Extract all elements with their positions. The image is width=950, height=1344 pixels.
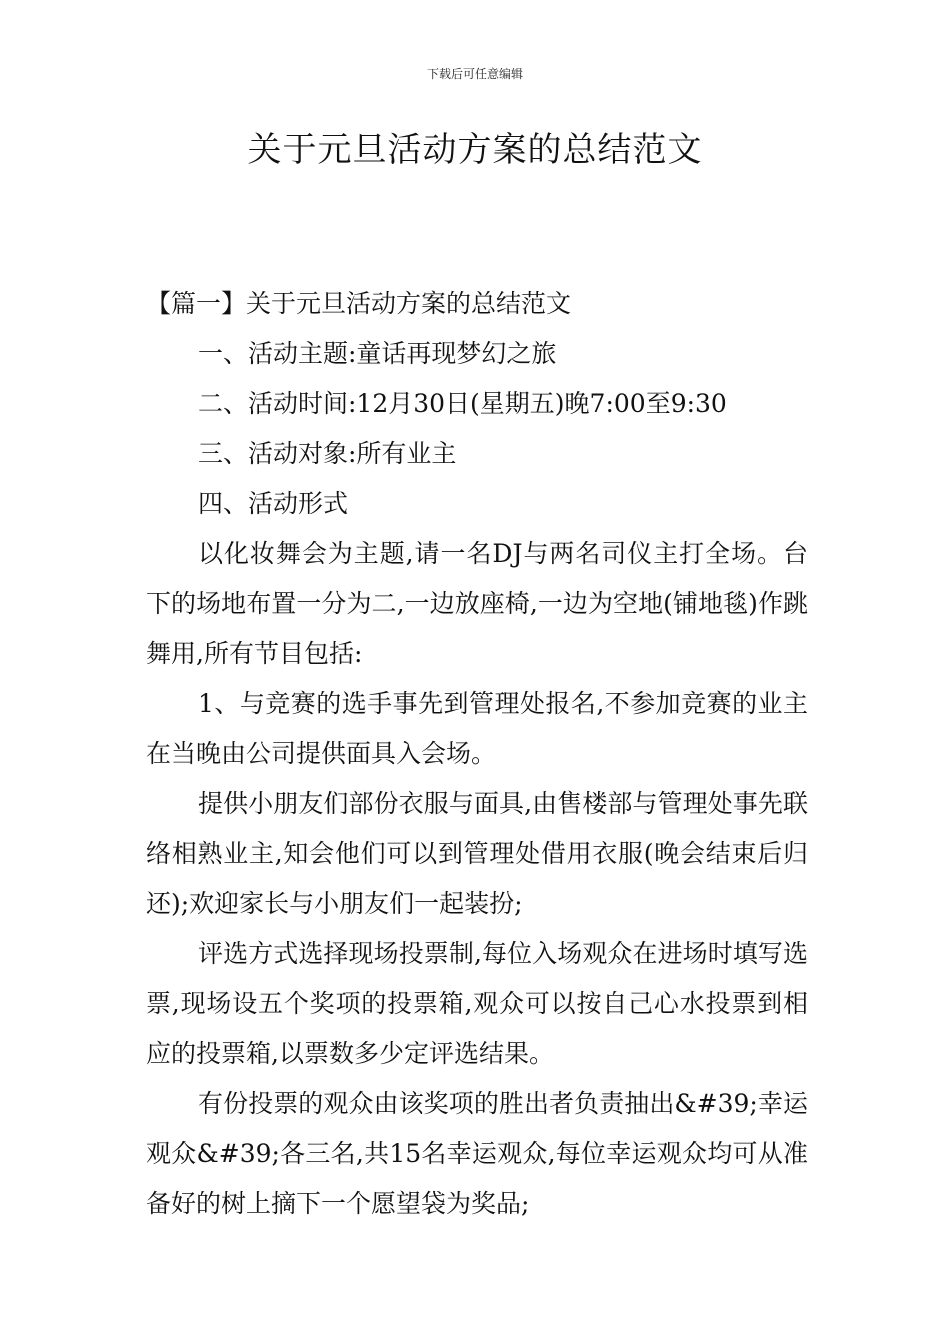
paragraph: 1、与竞赛的选手事先到管理处报名,不参加竞赛的业主在当晚由公司提供面具入会场。: [146, 689, 808, 768]
paragraph: 评选方式选择现场投票制,每位入场观众在进场时填写选票,现场设五个奖项的投票箱,观众可以按自己心水投票到相应的投票箱,以票数多少定评选结果。: [146, 939, 808, 1068]
paragraph: 以化妆舞会为主题,请一名DJ与两名司仪主打全场。台下的场地布置一分为二,一边放座椅,一边为空地(铺地毯)作跳舞用,所有节目包括:: [146, 539, 808, 668]
paragraph: 提供小朋友们部份衣服与面具,由售楼部与管理处事先联络相熟业主,知会他们可以到管理处借用衣服(晚会结束后归还);欢迎家长与小朋友们一起装扮;: [146, 789, 808, 918]
document-title: 关于元旦活动方案的总结范文: [247, 130, 703, 170]
section-heading: 【篇一】关于元旦活动方案的总结范文: [146, 289, 572, 318]
paragraph: 三、活动对象:所有业主: [198, 439, 457, 468]
paragraph: 四、活动形式: [198, 489, 349, 518]
paragraph: 二、活动时间:12月30日(星期五)晚7:00至9:30: [198, 389, 727, 418]
paragraph: 有份投票的观众由该奖项的胜出者负责抽出&#39;幸运观众&#39;各三名,共15名幸运观众,每位幸运观众均可从准备好的树上摘下一个愿望袋为奖品;: [146, 1089, 808, 1218]
paragraph: 一、活动主题:童话再现梦幻之旅: [198, 339, 557, 368]
header-note: 下载后可任意编辑: [426, 67, 523, 81]
document-body: [146, 279, 808, 1229]
